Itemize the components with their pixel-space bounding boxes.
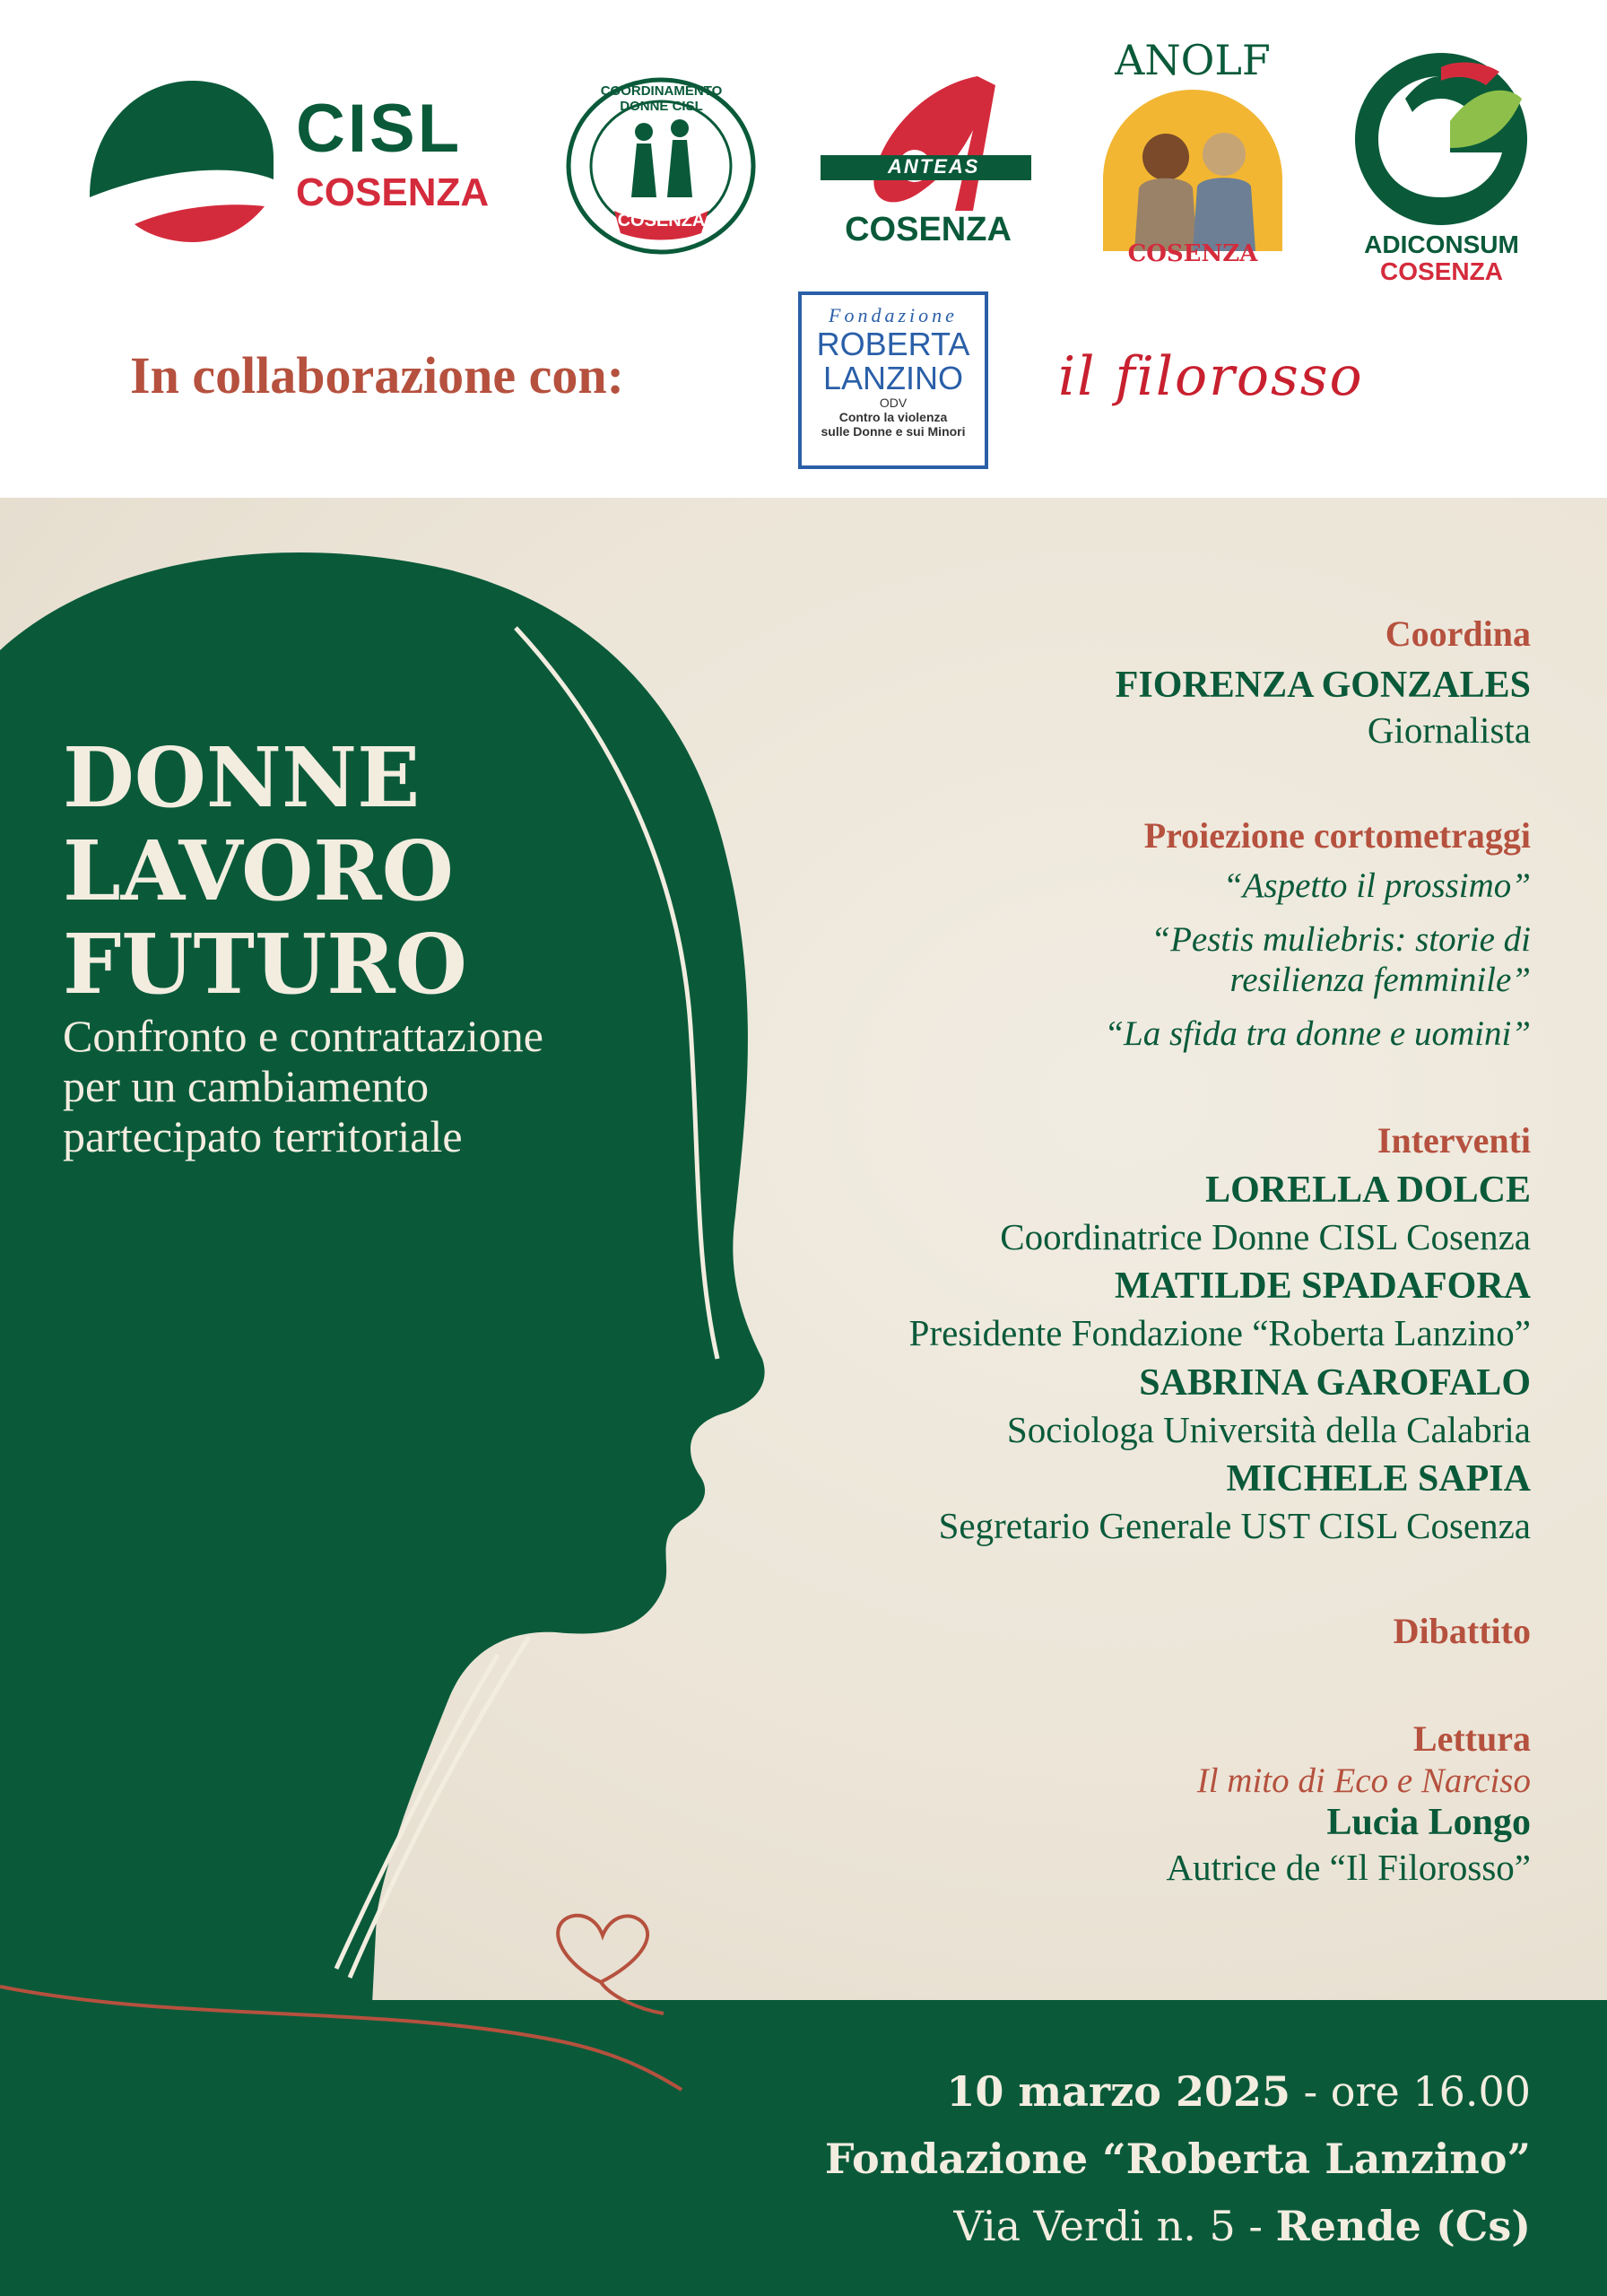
- speaker-role: Segretario Generale UST CISL Cosenza: [938, 1505, 1531, 1546]
- lettura-heading: Lettura: [1412, 1718, 1531, 1759]
- speaker-role: Coordinatrice Donne CISL Cosenza: [1000, 1216, 1531, 1257]
- coordinamento-donne-logo: [565, 76, 758, 256]
- film-3: “La sfida tra donne e uomini”: [1104, 1014, 1531, 1053]
- anolf-logo: [1099, 36, 1287, 278]
- dibattito-heading: Dibattito: [1393, 1611, 1531, 1651]
- anolf-city: COSENZA: [1127, 240, 1258, 267]
- adiconsum-city: COSENZA: [1380, 257, 1503, 285]
- subtitle-line-3: partecipato territoriale: [63, 1111, 463, 1161]
- filorosso-logo: il filorosso: [1058, 345, 1364, 408]
- cisl-arch-icon: [85, 72, 278, 251]
- proiezione-heading: Proiezione cortometraggi: [1143, 815, 1531, 856]
- event-city: Rende (Cs): [1275, 2202, 1531, 2250]
- anolf-children-icon: [1103, 81, 1282, 251]
- speaker-name: SABRINA GAROFALO: [1139, 1362, 1531, 1404]
- coordina-name: FIORENZA GONZALES: [1115, 665, 1531, 706]
- fondazione-name-1: ROBERTA: [816, 326, 970, 362]
- anolf-wordmark: ANOLF: [1115, 36, 1271, 84]
- anteas-wordmark: ANTEAS: [888, 155, 980, 178]
- speaker-name: MICHELE SAPIA: [1226, 1458, 1531, 1500]
- adiconsum-logo: [1341, 49, 1542, 287]
- anteas-logo: [821, 67, 1036, 256]
- coordinamento-ring-text: COORDINAMENTO DONNE CISL: [600, 83, 723, 114]
- coordina-heading: Coordina: [1385, 613, 1531, 654]
- title-line-3: FUTURO: [63, 916, 467, 1013]
- speaker-role: Presidente Fondazione “Roberta Lanzino”: [908, 1312, 1531, 1353]
- cisl-wordmark: CISL: [296, 91, 463, 167]
- lettura-name: Lucia Longo: [1326, 1802, 1531, 1843]
- event-street: Via Verdi n. 5 -: [953, 2202, 1276, 2250]
- lettura-work: Il mito di Eco e Narciso: [1196, 1761, 1531, 1800]
- event-date: 10 marzo 2025: [946, 2067, 1290, 2116]
- film-1: “Aspetto il prossimo”: [1222, 866, 1531, 905]
- anteas-city: COSENZA: [845, 211, 1012, 248]
- subtitle-line-2: per un cambiamento: [63, 1061, 430, 1111]
- event-venue: Fondazione “Roberta Lanzino”: [824, 2135, 1531, 2183]
- coordinamento-city: COSENZA: [617, 211, 706, 230]
- film-2-line-1: “Pestis muliebris: storie di: [1151, 920, 1531, 959]
- adiconsum-leaf-icon: [1351, 49, 1531, 229]
- interventi-heading: Interventi: [1377, 1120, 1531, 1161]
- speaker-name: LORELLA DOLCE: [1205, 1170, 1531, 1211]
- fondazione-label: Fondazione: [829, 304, 958, 326]
- heart-ribbon-icon: [547, 1910, 673, 2018]
- fondazione-tagline-2: sulle Donne e sui Minori: [821, 424, 966, 439]
- fondazione-odv: ODV: [879, 396, 908, 410]
- collaboration-label: In collaborazione con:: [130, 346, 624, 404]
- title-block: [63, 731, 543, 1161]
- fondazione-lanzino-logo: [798, 291, 988, 469]
- event-time: - ore 16.00: [1290, 2067, 1531, 2116]
- fondazione-tagline-1: Contro la violenza: [838, 410, 948, 424]
- subtitle-line-1: Confronto e contrattazione: [63, 1011, 543, 1061]
- speaker-role: Sociologa Università della Calabria: [1006, 1409, 1531, 1450]
- title-line-2: LAVORO: [63, 822, 454, 919]
- title-line-1: DONNE: [63, 729, 421, 826]
- speaker-name: MATILDE SPADAFORA: [1115, 1265, 1531, 1307]
- film-2-line-2: resilienza femminile”: [1229, 961, 1531, 999]
- cisl-logo: [85, 72, 516, 251]
- adiconsum-wordmark: ADICONSUM: [1364, 230, 1519, 258]
- coordina-role: Giornalista: [1367, 709, 1531, 751]
- fondazione-name-2: LANZINO: [822, 360, 964, 396]
- event-date-time: [946, 2067, 1531, 2116]
- lettura-role: Autrice de “Il Filorosso”: [1166, 1847, 1531, 1888]
- cisl-city: COSENZA: [296, 170, 490, 214]
- event-address: [953, 2202, 1531, 2250]
